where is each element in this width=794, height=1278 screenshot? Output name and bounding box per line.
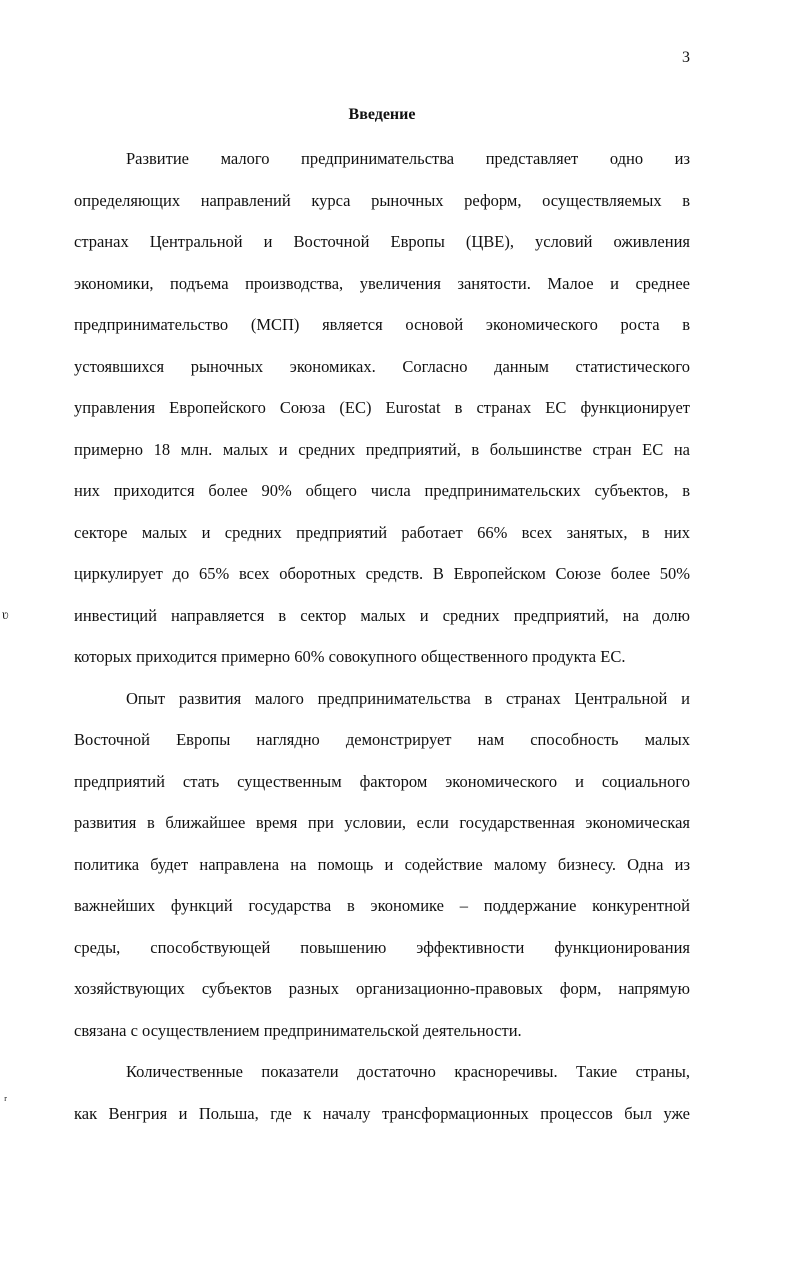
text-line: политика будет направлена на помощь и содействие малому бизнесу. Одна из [74,854,690,874]
text-line: связана с осуществлением предпринимательской деятельности. [74,1020,522,1040]
text-line: Опыт развития малого предпринимательства в странах Центральной и [126,688,690,708]
text-line: примерно 18 млн. малых и средних предприятий, в большинстве стран ЕС на [74,439,690,459]
document-body [74,138,690,1134]
paragraph-1 [74,138,690,678]
text-line: инвестиций направляется в сектор малых и средних предприятий, на долю [74,605,690,625]
text-line: устоявшихся рыночных экономиках. Согласно данным статистического [74,356,690,376]
text-line: Развитие малого предпринимательства представляет одно из [126,149,690,168]
text-line: экономики, подъема производства, увеличения занятости. Малое и среднее [74,273,690,293]
text-line: Количественные показатели достаточно красноречивы. Такие страны, [126,1062,690,1081]
paragraph-3 [74,1051,690,1134]
text-line: среды, способствующей повышению эффективности функционирования [74,937,690,957]
text-line: предпринимательство (МСП) является основой экономического роста в [74,315,690,334]
text-line: управления Европейского Союза (ЕС) Eurostat в странах ЕС функционирует [74,398,690,417]
text-line: странах Центральной и Восточной Европы (ЦВЕ), условий оживления [74,232,690,251]
text-line: Восточной Европы наглядно демонстрирует нам способность малых [74,730,690,749]
text-line: хозяйствующих субъектов разных организационно-правовых форм, напрямую [74,979,690,998]
text-line: как Венгрия и Польша, где к началу трансформационных процессов был уже [74,1103,690,1123]
paragraph-2 [74,678,690,1052]
text-line: важнейших функций государства в экономике – поддержание конкурентной [74,896,690,915]
text-line: которых приходится примерно 60% совокупного общественного продукта ЕС. [74,647,626,666]
text-line: секторе малых и средних предприятий работает 66% всех занятых, в них [74,522,690,542]
text-line: предприятий стать существенным фактором экономического и социального [74,771,690,791]
text-line: них приходится более 90% общего числа предпринимательских субъектов, в [74,481,690,500]
scan-mark: ʳ [4,1094,8,1109]
text-line: определяющих направлений курса рыночных реформ, осуществляемых в [74,190,690,210]
text-line: циркулирует до 65% всех оборотных средств. В Европейском Союзе более 50% [74,564,690,583]
text-line: развития в ближайшее время при условии, если государственная экономическая [74,813,690,832]
page-title: Введение [348,106,416,123]
page-number: 3 [682,49,690,66]
scan-mark: ʋ [2,608,9,623]
